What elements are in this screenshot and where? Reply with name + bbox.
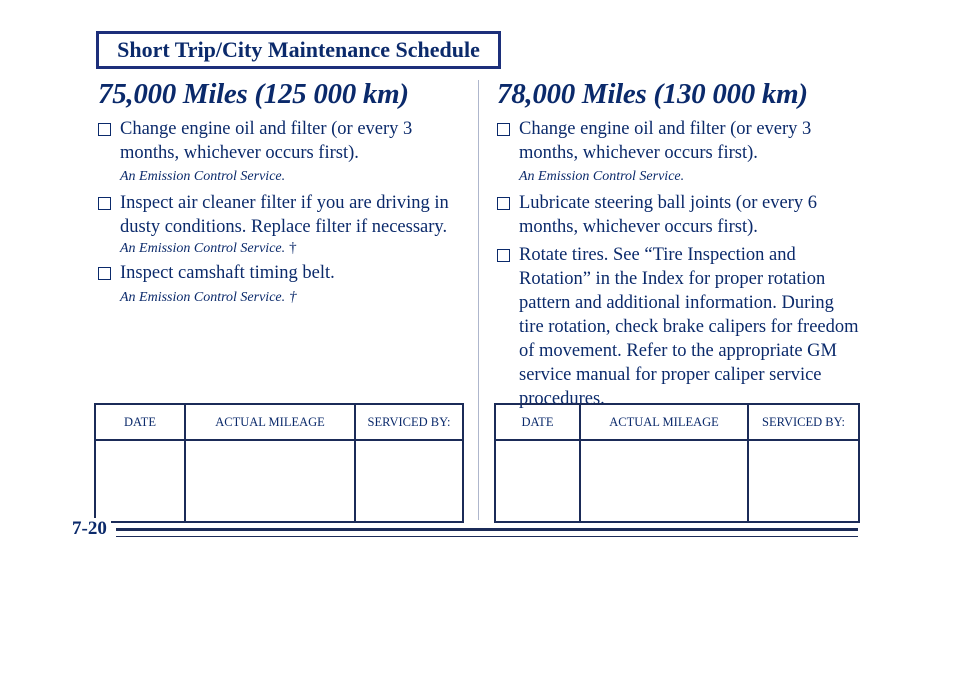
date-cell[interactable]: [495, 440, 580, 522]
emission-note: An Emission Control Service.: [120, 169, 286, 184]
right-task-list: [497, 117, 863, 411]
table-row: [495, 440, 859, 522]
dagger-icon: †: [289, 240, 297, 256]
date-cell[interactable]: [95, 440, 185, 522]
emission-note: [120, 287, 458, 308]
checkbox-icon[interactable]: [98, 123, 111, 136]
task-item: [98, 117, 458, 187]
table-header-row: [95, 404, 463, 440]
left-service-log-table: [94, 403, 464, 523]
emission-note: An Emission Control Service.: [519, 169, 685, 184]
column-divider: [478, 80, 479, 520]
mileage-cell[interactable]: [185, 440, 355, 522]
table-row: [95, 440, 463, 522]
task-item: [98, 191, 458, 257]
schedule-title: Short Trip/City Maintenance Schedule: [117, 37, 480, 62]
task-text: Change engine oil and filter (or every 3 months, whichever occurs first).: [120, 119, 413, 163]
left-task-list: [98, 117, 458, 308]
date-column-header: DATE: [495, 404, 580, 440]
checkbox-icon[interactable]: [98, 197, 111, 210]
left-mileage-heading: 75,000 Miles (125 000 km): [98, 78, 409, 110]
emission-note-text: An Emission Control Service.: [120, 290, 286, 305]
serviced-by-column-header: SERVICED BY:: [748, 404, 859, 440]
checkbox-icon[interactable]: [497, 197, 510, 210]
serviced-by-cell[interactable]: [355, 440, 463, 522]
dagger-icon: †: [289, 289, 297, 305]
task-item: [497, 191, 863, 239]
task-item: [98, 261, 458, 308]
table-header-row: [495, 404, 859, 440]
right-service-log-table: [494, 403, 860, 523]
left-column: [98, 78, 458, 312]
task-text: Inspect air cleaner filter if you are driving in dusty conditions. Replace filter if necessary.: [120, 193, 449, 237]
mileage-column-header: ACTUAL MILEAGE: [185, 404, 355, 440]
checkbox-icon[interactable]: [497, 249, 510, 262]
footer-rule-thin: [116, 536, 858, 537]
task-item: [497, 243, 863, 411]
right-mileage-heading: 78,000 Miles (130 000 km): [497, 78, 808, 110]
checkbox-icon[interactable]: [98, 267, 111, 280]
task-text: Inspect camshaft timing belt.: [120, 263, 335, 283]
schedule-title-box: [96, 31, 501, 69]
serviced-by-column-header: SERVICED BY:: [355, 404, 463, 440]
checkbox-icon[interactable]: [497, 123, 510, 136]
page-number: 7-20: [72, 518, 111, 540]
serviced-by-cell[interactable]: [748, 440, 859, 522]
footer-rule: [116, 528, 858, 531]
task-item: [497, 117, 863, 187]
task-text: Lubricate steering ball joints (or every 6 months, whichever occurs first).: [519, 193, 817, 237]
right-column: [497, 78, 863, 415]
task-text: Change engine oil and filter (or every 3 months, whichever occurs first).: [519, 119, 812, 163]
task-text: Rotate tires. See “Tire Inspection and Rotation” in the Index for proper rotation pattern and additional information. During tire rotation, check brake calipers for freedom of movement. Refer to the appropriate GM service manual for proper caliper service procedures.: [519, 245, 859, 409]
emission-note: An Emission Control Service.: [120, 241, 286, 256]
mileage-cell[interactable]: [580, 440, 748, 522]
mileage-column-header: ACTUAL MILEAGE: [580, 404, 748, 440]
date-column-header: DATE: [95, 404, 185, 440]
